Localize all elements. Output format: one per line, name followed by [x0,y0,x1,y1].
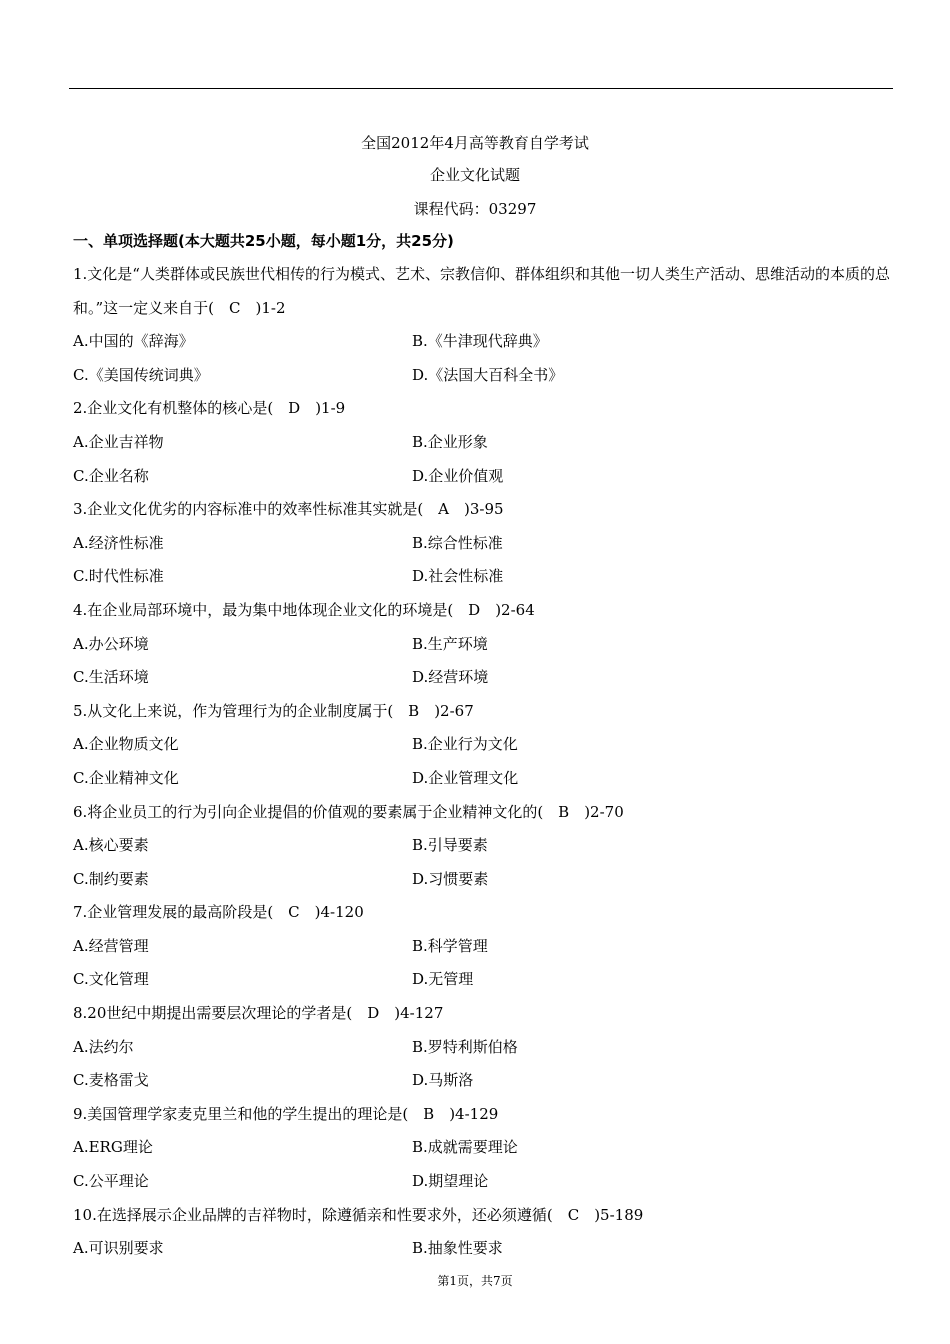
question-stem: 10.在选择展示企业品牌的吉祥物时，除遵循亲和性要求外，还必须遵循( C )5-189 [73,1205,644,1224]
question-stem: 8.20世纪中期提出需要层次理论的学者是( D )4-127 [73,1004,444,1023]
option-c: C.生活环境 [73,668,149,687]
option-b: B.企业行为文化 [412,735,518,754]
option-a: A.核心要素 [73,836,149,855]
option-d: D.企业价值观 [412,466,504,485]
option-a: A.企业吉祥物 [73,432,164,451]
option-a: A.经济性标准 [73,533,164,552]
option-row [73,728,893,762]
question-stem: 7.企业管理发展的最高阶段是( C )4-120 [73,903,364,922]
option-b: B.企业形象 [412,432,488,451]
option-c: C.《美国传统词典》 [73,365,209,384]
option-c: C.麦格雷戈 [73,1071,149,1090]
option-c: C.文化管理 [73,970,149,989]
question-list [73,258,893,1266]
option-d: D.企业管理文化 [412,768,519,787]
option-d: D.期望理论 [412,1172,489,1191]
option-row [73,1031,893,1065]
question-stem: 3.企业文化优劣的内容标准中的效率性标准其实就是( A )3-95 [73,500,504,519]
question-stem: 4.在企业局部环境中，最为集中地体现企业文化的环境是( D )2-64 [73,600,535,619]
question-item [73,695,893,796]
question-stem: 6.将企业员工的行为引向企业提倡的价值观的要素属于企业精神文化的( B )2-70 [73,802,624,821]
option-row [73,628,893,662]
option-c: C.公平理论 [73,1172,149,1191]
option-b: B.引导要素 [412,836,488,855]
exam-title: 全国2012年4月高等教育自学考试 [361,134,589,152]
option-b: B.抽象性要求 [412,1239,503,1258]
option-d: D.经营环境 [412,668,489,687]
section-title: 一、单项选择题(本大题共25小题，每小题1分，共25分) [73,232,454,250]
option-b: B.综合性标准 [412,533,503,552]
option-a: A.法约尔 [73,1037,134,1056]
option-row [73,963,893,997]
option-c: C.制约要素 [73,869,149,888]
question-stem: 2.企业文化有机整体的核心是( D )1-9 [73,399,346,418]
page-number: 第1页，共7页 [437,1274,513,1288]
option-row [73,1131,893,1165]
question-item [73,493,893,594]
subject-title: 企业文化试题 [429,166,520,184]
option-row [73,863,893,897]
question-item [73,1098,893,1199]
question-stem: 9.美国管理学家麦克里兰和他的学生提出的理论是( B )4-129 [73,1104,499,1123]
option-a: A.经营管理 [73,936,149,955]
option-row [73,1232,893,1266]
question-item [73,896,893,997]
option-b: B.罗特利斯伯格 [412,1037,518,1056]
option-row [73,930,893,964]
question-item [73,258,893,392]
option-c: C.时代性标准 [73,567,164,586]
option-d: D.习惯要素 [412,869,489,888]
option-a: A.ERG理论 [73,1138,153,1157]
option-row [73,1165,893,1199]
option-row [73,762,893,796]
option-row [73,1064,893,1098]
option-c: C.企业名称 [73,466,149,485]
question-stem: 5.从文化上来说，作为管理行为的企业制度属于( B )2-67 [73,701,474,720]
option-a: A.中国的《辞海》 [73,332,194,351]
question-item [73,1199,893,1266]
option-b: B.《牛津现代辞典》 [412,332,548,351]
option-d: D.马斯洛 [412,1071,474,1090]
option-a: A.办公环境 [73,634,149,653]
option-d: D.无管理 [412,970,474,989]
option-row [73,829,893,863]
question-stem: 1.文化是“人类群体或民族世代相传的行为模式、艺术、宗教信仰、群体组织和其他一切人类生产活动、思维活动的本质的总和。”这一定义来自于( C )1-2 [73,265,890,317]
option-b: B.成就需要理论 [412,1138,518,1157]
question-item [73,392,893,493]
option-row [73,460,893,494]
question-item [73,997,893,1098]
course-code: 课程代码：03297 [413,200,537,218]
option-c: C.企业精神文化 [73,768,179,787]
option-b: B.科学管理 [412,936,488,955]
option-row [73,527,893,561]
option-a: A.企业物质文化 [73,735,179,754]
option-row [73,661,893,695]
question-item [73,796,893,897]
option-row [73,426,893,460]
header-rule [69,88,893,89]
option-d: D.《法国大百科全书》 [412,365,564,384]
option-b: B.生产环境 [412,634,488,653]
option-d: D.社会性标准 [412,567,504,586]
option-row [73,560,893,594]
question-item [73,594,893,695]
option-row [73,325,893,359]
option-a: A.可识别要求 [73,1239,164,1258]
option-row [73,359,893,393]
